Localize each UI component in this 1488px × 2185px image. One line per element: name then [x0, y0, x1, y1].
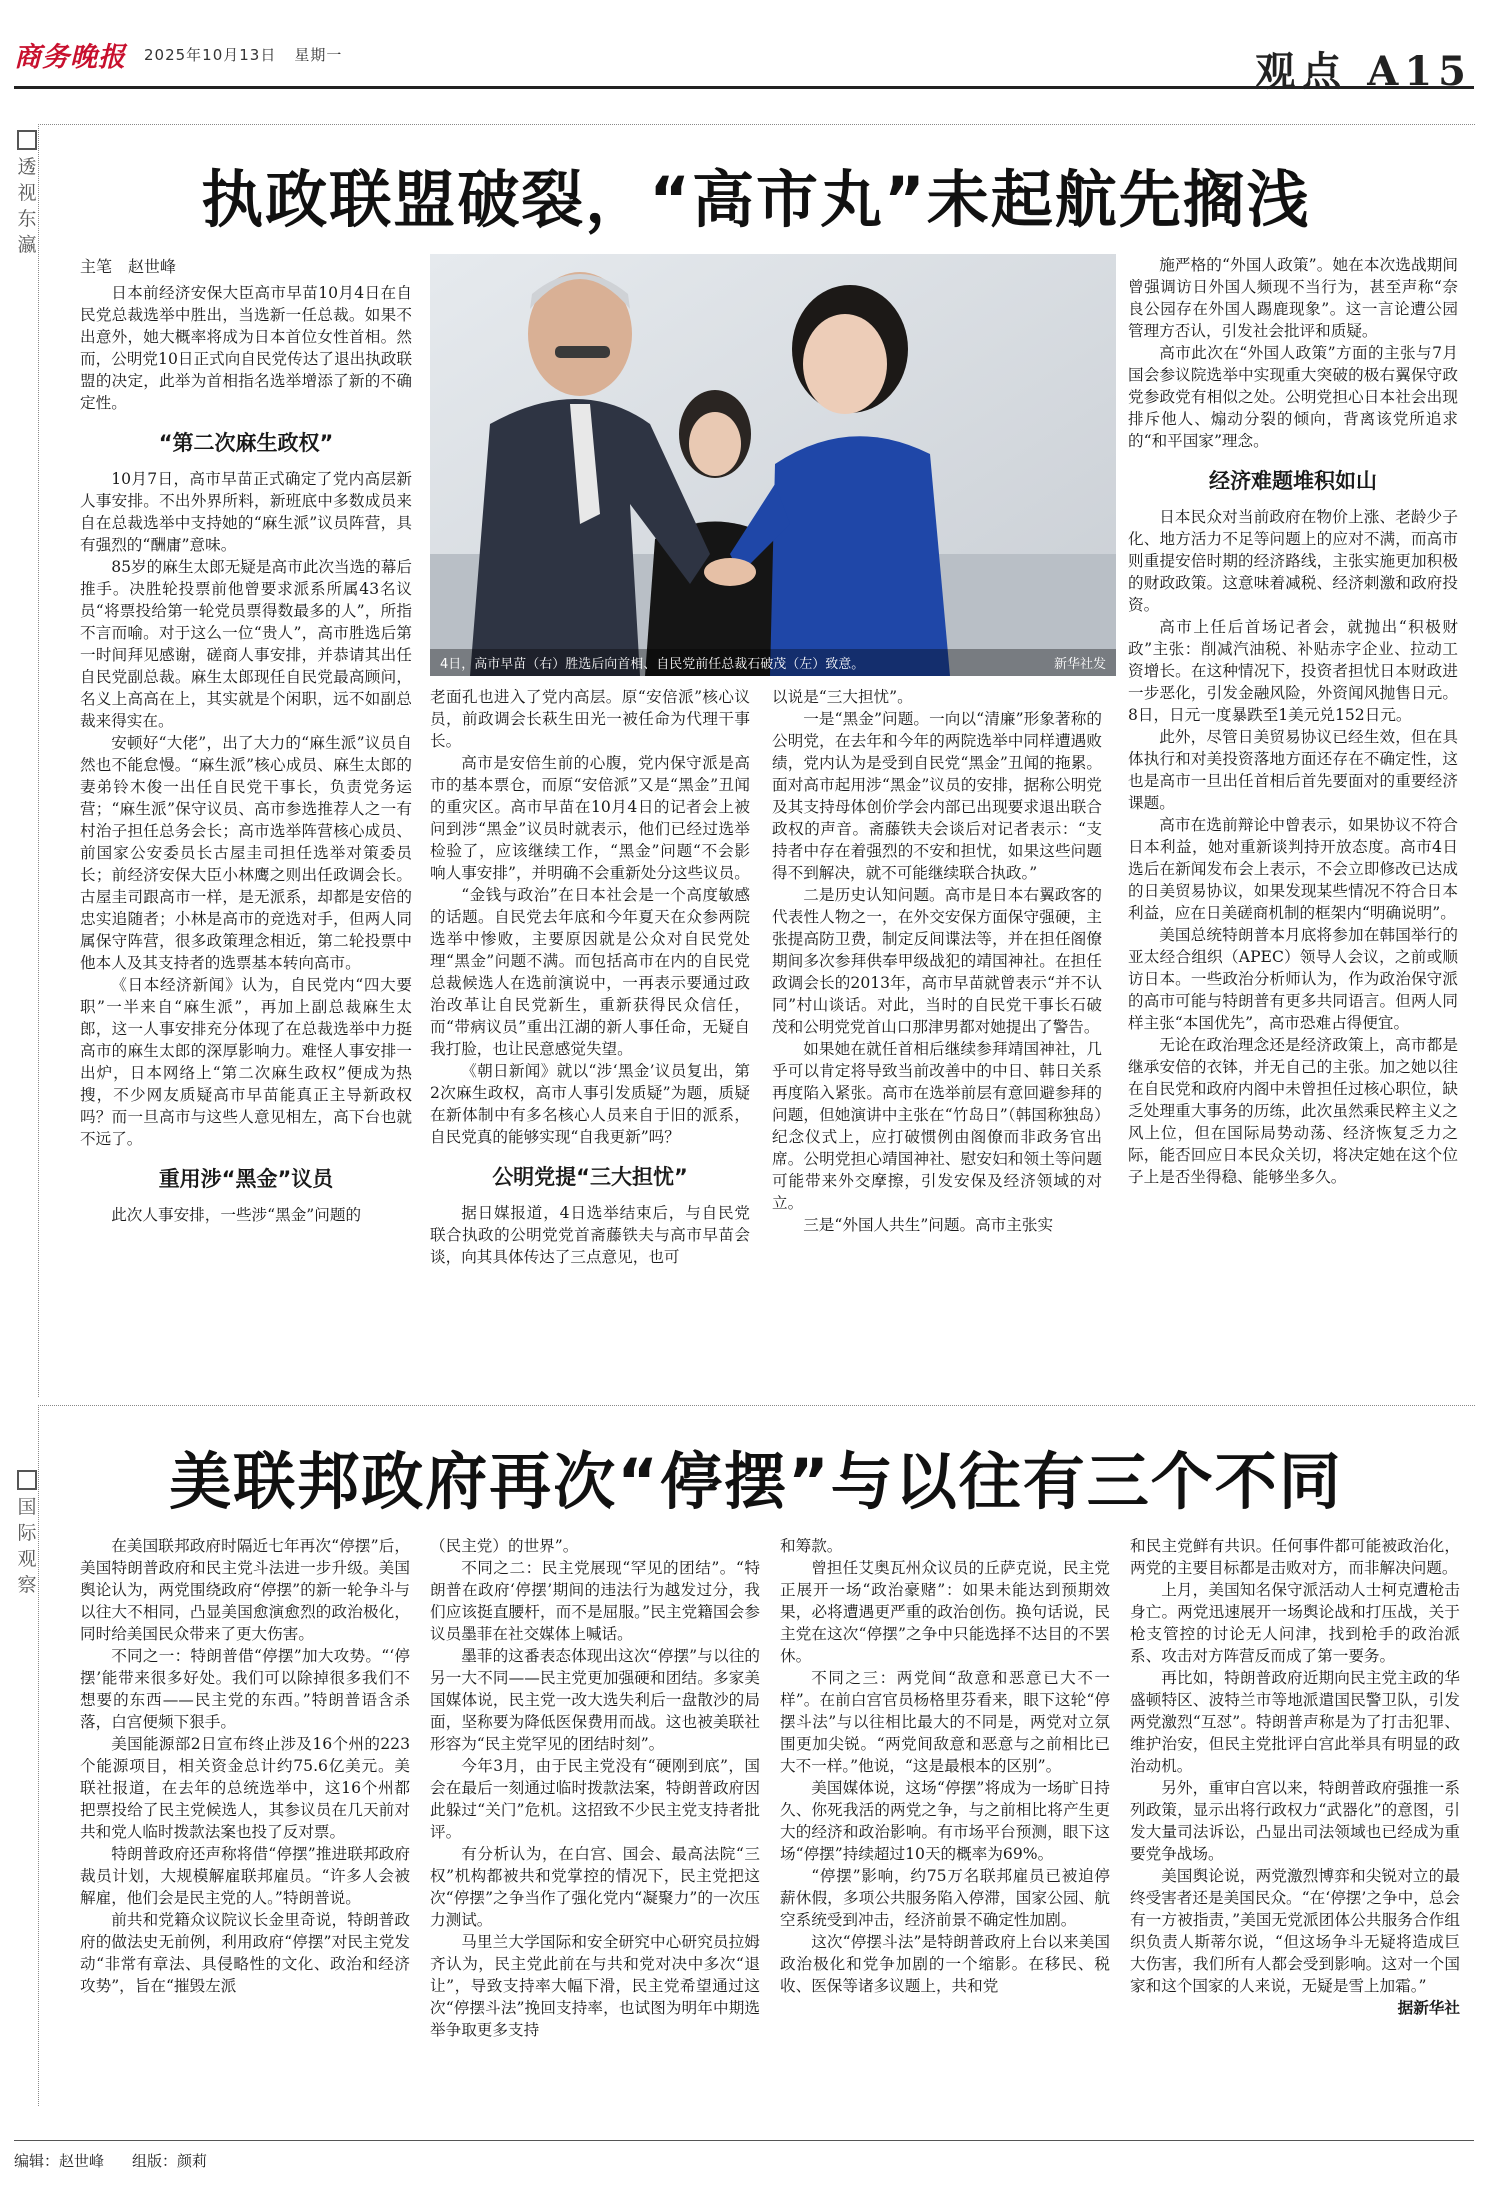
article1-column-3	[772, 686, 1102, 1382]
paragraph: 不同之三：两党间“敌意和恶意已大不一样”。在前白宫官员杨格里芬看来，眼下这轮“停摆斗法”与以往相比最大的不同是，两党对立氛围更加尖锐。“两党间敌意和恶意与之前相比已大不一样。”他说，“这是最根本的区别”。	[780, 1669, 1110, 1775]
masthead	[14, 38, 343, 73]
footer-rule	[14, 2140, 1474, 2141]
photo-credit: 新华社发	[1053, 657, 1106, 672]
paragraph: 以说是“三大担忧”。	[772, 688, 913, 706]
paragraph: 高市是安倍生前的心腹，党内保守派是高市的基本票仓，而原“安倍派”又是“黑金”丑闻的重灾区。高市早苗在10月4日的记者会上被问到涉“黑金”议员时就表示，他们已经过选举检验了，应该继续工作，“黑金”问题“不会影响人事安排”，并明确不会重新处分这些议员。	[430, 754, 750, 882]
paragraph: 此次人事安排，一些涉“黑金”问题的	[111, 1206, 362, 1224]
column-tag-square-icon	[17, 1470, 37, 1490]
paragraph: 如果她在就任首相后继续参拜靖国神社，几乎可以肯定将导致当前改善中的中日、韩日关系再度陷入紧张。高市在选举前层有意回避参拜的问题，但她演讲中主张在“竹岛日”（韩国称独岛）纪念仪式上，应打破惯例由阁僚而非政务官出席。公明党担心靖国神社、慰安妇和领土等问题可能带来外交摩擦，引发安保及经济领域的对立。	[772, 1040, 1102, 1212]
article2-column-3	[780, 1535, 1110, 2115]
paragraph: 二是历史认知问题。高市是日本右翼政客的代表性人物之一，在外交安保方面保守强硬，主张提高防卫费，制定反间谍法等，并在担任阁僚期间多次参拜供奉甲级战犯的靖国神社。在担任政调会长的2013年，高市早苗就曾表示“并不认同”村山谈话。对此，当时的自民党干事长石破茂和公明党党首山口那津男都对她提出了警告。	[772, 886, 1102, 1036]
paragraph: 85岁的麻生太郎无疑是高市此次当选的幕后推手。决胜轮投票前他曾要求派系所属43名议员“将票投给第一轮党员票得数最多的人”，所指不言而喻。对于这么一位“贵人”，高市胜选后第一时间拜见感谢，磋商人事安排，并恭请其出任自民党副总裁。麻生太郎现任自民党最高顾问，名义上高高在上，其实就是个闲职，远不如副总裁来得实在。	[80, 558, 412, 730]
paragraph: 和民主党鲜有共识。任何事件都可能被政治化，两党的主要目标都是击败对方，而非解决问题。	[1130, 1537, 1460, 1577]
footer-layout: 组版：颜莉	[132, 2152, 208, 2170]
article2-column-1	[80, 1535, 410, 2115]
paragraph: 高市在选前辩论中曾表示，如果协议不符合日本利益，她对重新谈判持开放态度。高市4日选后在新闻发布会上表示，不会立即修改已达成的日美贸易协议，如果发现某些情况不符合日本利益，应在日美磋商机制的框架内“明确说明”。	[1128, 816, 1458, 922]
paragraph: 此外，尽管日美贸易协议已经生效，但在具体执行和对美投资落地方面还存在不确定性，这也是高市一旦出任首相后首先要面对的重要经济课题。	[1128, 728, 1458, 812]
article1-photo	[430, 254, 1116, 676]
paragraph: 安顿好“大佬”，出了大力的“麻生派”议员自然也不能怠慢。“麻生派”核心成员、麻生太郎的妻弟铃木俊一出任自民党干事长，负责党务运营；“麻生派”保守议员、高市参选推荐人之一有村治子担任总务会长；高市选举阵营核心成员、前国家公安委员长古屋圭司担任选举对策委员长；前经济安保大臣小林鹰之则出任政调会长。古屋圭司跟高市一样，是无派系，却都是安倍的忠实追随者；小林是高市的竞选对手，但两人同属保守阵营，很多政策理念相近，第二轮投票中他本人及其支持者的选票基本转向高市。	[80, 734, 412, 972]
paragraph: 日本民众对当前政府在物价上涨、老龄少子化、地方活力不足等问题上的应对不满，而高市则重提安倍时期的经济路线，主张实施更加积极的财政政策。这意味着减税、经济刺激和政府投资。	[1128, 508, 1458, 614]
paragraph: （民主党）的世界”。	[430, 1537, 579, 1555]
paragraph: “停摆”影响，约75万名联邦雇员已被迫停薪休假，多项公共服务陷入停滞，国家公园、航空系统受到冲击，经济前景不确定性加剧。	[780, 1867, 1110, 1929]
paragraph: 上月，美国知名保守派活动人士柯克遭枪击身亡。两党迅速展开一场舆论战和打压战，关于枪支管控的讨论无人问津，找到枪手的政治派系、攻击对方阵营反而成了第一要务。	[1130, 1581, 1460, 1665]
paragraph: 美国舆论说，两党激烈博弈和尖锐对立的最终受害者还是美国民众。“在‘停摆’之争中，总会有一方被指责，”美国无党派团体公共服务合作组织负责人斯蒂尔说，“但这场争斗无疑将造成巨大伤害，我们所有人都会受到影响。这对一个国家和这个国家的人来说，无疑是雪上加霜。”	[1130, 1867, 1460, 1995]
issue-date: 2025年10月13日	[144, 45, 277, 64]
subheading: “第二次麻生政权”	[158, 431, 334, 455]
paragraph: 特朗普政府还声称将借“停摆”推进联邦政府裁员计划，大规模解雇联邦雇员。“许多人会被解雇，他们会是民主党的人。”特朗普说。	[80, 1845, 410, 1907]
source-line: 据新华社	[1397, 1998, 1460, 2017]
column-tag-square-icon	[17, 130, 37, 150]
masthead-rule	[14, 86, 1474, 89]
article2-column-tag	[14, 1470, 40, 1598]
paragraph: 在美国联邦政府时隔近七年再次“停摆”后，美国特朗普政府和民主党斗法进一步升级。美国舆论认为，两党围绕政府“停摆”的新一轮争斗与以往大不相同，凸显美国愈演愈烈的政治极化，同时给美国民众带来了更大伤害。	[80, 1537, 410, 1643]
footer	[14, 2150, 207, 2171]
paragraph: 三是“外国人共生”问题。高市主张实	[803, 1216, 1054, 1234]
paragraph: 有分析认为，在白宫、国会、最高法院“三权”机构都被共和党掌控的情况下，民主党把这次“停摆”之争当作了强化党内“凝聚力”的一次压力测试。	[430, 1845, 760, 1929]
paragraph: 美国总统特朗普本月底将参加在韩国举行的亚太经合组织（APEC）领导人会议，之前或顺访日本。一些政治分析师认为，作为政治保守派的高市可能与特朗普有更多共同语言。但两人同样主张“本国优先”，高市恐难占得便宜。	[1128, 926, 1458, 1032]
photo-caption-bar	[430, 649, 1116, 676]
paragraph: 据日媒报道，4日选举结束后，与自民党联合执政的公明党党首斋藤铁夫与高市早苗会谈，向其具体传达了三点意见，也可	[430, 1204, 750, 1266]
article2-column-2	[430, 1535, 760, 2115]
paragraph: 无论在政治理念还是经济政策上，高市都是继承安倍的衣钵，并无自己的主张。加之她以往在自民党和政府内阁中未曾担任过核心职位，缺乏处理重大事务的历练，此次虽然乘民粹主义之风上位，但在国际局势动荡、经济恢复乏力之际，能否回应日本民众关切，将决定她在这个位子上是否坐得稳、能够坐多久。	[1128, 1036, 1458, 1186]
article1-headline: 执政联盟破裂，“高市丸”未起航先搁浅	[201, 163, 1311, 236]
column-tag-text: 国 际 观 察	[17, 1496, 37, 1596]
paragraph: 美国媒体说，这场“停摆”将成为一场旷日持久、你死我活的两党之争，与之前相比将产生更大的经济和政治影响。有市场平台预测，眼下这场“停摆”持续超过10天的概率为69%。	[780, 1779, 1110, 1863]
paragraph: 前共和党籍众议院议长金里奇说，特朗普政府的做法史无前例，利用政府“停摆”对民主党发动“非常有章法、具侵略性的文化、政治和经济攻势”，旨在“摧毁左派	[80, 1911, 410, 1995]
paragraph: 马里兰大学国际和安全研究中心研究员拉姆齐认为，民主党此前在与共和党对决中多次“退让”，导致支持率大幅下滑，民主党希望通过这次“停摆斗法”挽回支持率，也试图为明年中期选举争取更多支持	[430, 1933, 760, 2039]
paragraph: 另外，重审白宫以来，特朗普政府强推一系列政策，显示出将行政权力“武器化”的意图，引发大量司法诉讼，凸显出司法领域也已经成为重要党争战场。	[1130, 1779, 1460, 1863]
paragraph: “金钱与政治”在日本社会是一个高度敏感的话题。自民党去年底和今年夏天在众参两院选举中惨败，主要原因就是公众对自民党处理“黑金”问题不满。而包括高市在内的自民党总裁候选人在选前演说中，一再表示要通过政治改革让自民党新生，重新获得民众信任，而“带病议员”重出江湖的新人事任命，无疑自我打脸，也让民意感觉失望。	[430, 886, 750, 1058]
paragraph: 《日本经济新闻》认为，自民党内“四大要职”一半来自“麻生派”，再加上副总裁麻生太郎，这一人事安排充分体现了在总裁选举中力挺高市的麻生太郎的深厚影响力。难怪人事安排一出炉，日本网络上“第二次麻生政权”便成为热搜，不少网友质疑高市早苗能真正主导新政权吗？而一旦高市与这些人意见相左，高下台也就不远了。	[80, 976, 412, 1148]
paragraph: 墨菲的这番表态体现出这次“停摆”与以往的另一大不同——民主党更加强硬和团结。多家美国媒体说，民主党一改大选失利后一盘散沙的局面，坚称要为降低医保费用而战。这也被美联社形容为“民主党罕见的团结时刻”。	[430, 1647, 760, 1753]
paragraph: 曾担任艾奥瓦州众议员的丘萨克说，民主党正展开一场“政治豪赌”：如果未能达到预期效果，必将遭遇更严重的政治创伤。换句话说，民主党在这次“停摆”之争中只能选择不达目的不罢休。	[780, 1559, 1110, 1665]
photo-caption: 4日，高市早苗（右）胜选后向首相、自民党前任总裁石破茂（左）致意。	[440, 657, 865, 672]
paragraph: 高市上任后首场记者会，就抛出“积极财政”主张：削减汽油税、补贴赤字企业、拉动工资增长。在这种情况下，投资者担忧日本财政进一步恶化，引发金融风险，外资闻风抛售日元。8日，日元一度暴跌至1美元兑152日元。	[1128, 618, 1458, 724]
article1-byline: 主笔 赵世峰	[80, 257, 177, 276]
footer-editor: 编辑：赵世峰	[14, 2152, 105, 2170]
column-tag-text: 透 视 东 瀛	[17, 156, 37, 256]
paragraph: 10月7日，高市早苗正式确定了党内高层新人事安排。不出外界所料，新班底中多数成员来自在总裁选举中支持她的“麻生派”议员阵营，具有强烈的“酬庸”意味。	[80, 470, 412, 554]
paragraph: 不同之二：民主党展现“罕见的团结”。“特朗普在政府‘停摆’期间的违法行为越发过分，我们应该挺直腰杆，而不是屈服。”民主党籍国会参议员墨菲在社交媒体上喊话。	[430, 1559, 760, 1643]
section-page-label: 观点 A15	[1255, 48, 1472, 95]
paragraph: 日本前经济安保大臣高市早苗10月4日在自民党总裁选举中胜出，当选新一任总裁。如果不出意外，她大概率将成为日本首位女性首相。然而，公明党10日正式向自民党传达了退出执政联盟的决定，此举为首相指名选举增添了新的不确定性。	[80, 284, 412, 412]
article2-column-4	[1130, 1535, 1460, 2115]
paragraph: 美国能源部2日宣布终止涉及16个州的223个能源项目，相关资金总计约75.6亿美元。美联社报道，在去年的总统选举中，这16个州都把票投给了民主党候选人，其参议员在几天前对共和党人临时拨款法案也投了反对票。	[80, 1735, 410, 1841]
paragraph: 今年3月，由于民主党没有“硬刚到底”，国会在最后一刻通过临时拨款法案，特朗普政府因此躲过“关门”危机。这招致不少民主党支持者批评。	[430, 1757, 760, 1841]
paragraph: 和筹款。	[780, 1537, 843, 1555]
handshake-photo-illustration	[430, 254, 1116, 676]
article1-column-tag	[14, 130, 40, 258]
article1-column-4	[1128, 254, 1458, 1382]
newspaper-logo: 商务晚报	[14, 41, 126, 73]
subheading: 经济难题堆积如山	[1209, 469, 1377, 493]
article1-column-1	[80, 282, 412, 1382]
paragraph: 再比如，特朗普政府近期向民主党主政的华盛顿特区、波特兰市等地派遣国民警卫队，引发两党激烈“互怼”。特朗普声称是为了打击犯罪、维护治安，但民主党批评白宫此举具有明显的政治动机。	[1130, 1669, 1460, 1775]
paragraph: 这次“停摆斗法”是特朗普政府上台以来美国政治极化和党争加剧的一个缩影。在移民、税收、医保等诸多议题上，共和党	[780, 1933, 1110, 1995]
paragraph: 高市此次在“外国人政策”方面的主张与7月国会参议院选举中实现重大突破的极右翼保守政党参政党有相似之处。公明党担心日本社会出现排斥他人、煽动分裂的倾向，背离该党所追求的“和平国家”理念。	[1128, 344, 1458, 450]
paragraph: 施严格的“外国人政策”。她在本次选战期间曾强调访日外国人频现不当行为，甚至声称“奈良公园存在外国人踢鹿现象”。这一言论遭公园管理方否认，引发社会批评和质疑。	[1128, 256, 1458, 340]
article1-column-2	[430, 686, 750, 1382]
subheading: 公明党提“三大担忧”	[492, 1165, 688, 1189]
subheading: 重用涉“黑金”议员	[158, 1167, 334, 1191]
paragraph: 老面孔也进入了党内高层。原“安倍派”核心议员，前政调会长萩生田光一被任命为代理干事长。	[430, 688, 750, 750]
paragraph: 一是“黑金”问题。一向以“清廉”形象著称的公明党，在去年和今年的两院选举中同样遭遇败绩，党内认为是受到自民党“黑金”丑闻的拖累。面对高市起用涉“黑金”议员的安排，据称公明党及其支持母体创价学会内部已出现要求退出联合政权的声音。斋藤铁夫会谈后对记者表示：“支持者中存在着强烈的不安和担忧，如果这些问题得不到解决，就不可能继续联合执政。”	[772, 710, 1102, 882]
paragraph: 《朝日新闻》就以“涉‘黑金’议员复出，第2次麻生政权，高市人事引发质疑”为题，质疑在新体制中有多名核心人员来自于旧的派系，自民党真的能够实现“自我更新”吗？	[430, 1062, 750, 1146]
article2-headline: 美联邦政府再次“停摆”与以往有三个不同	[169, 1445, 1343, 1518]
issue-weekday: 星期一	[294, 45, 343, 64]
paragraph: 不同之一：特朗普借“停摆”加大攻势。“‘停摆’能带来很多好处。我们可以除掉很多我们不想要的东西——民主党的东西。”特朗普语含杀落，白宫便频下狠手。	[80, 1647, 410, 1731]
